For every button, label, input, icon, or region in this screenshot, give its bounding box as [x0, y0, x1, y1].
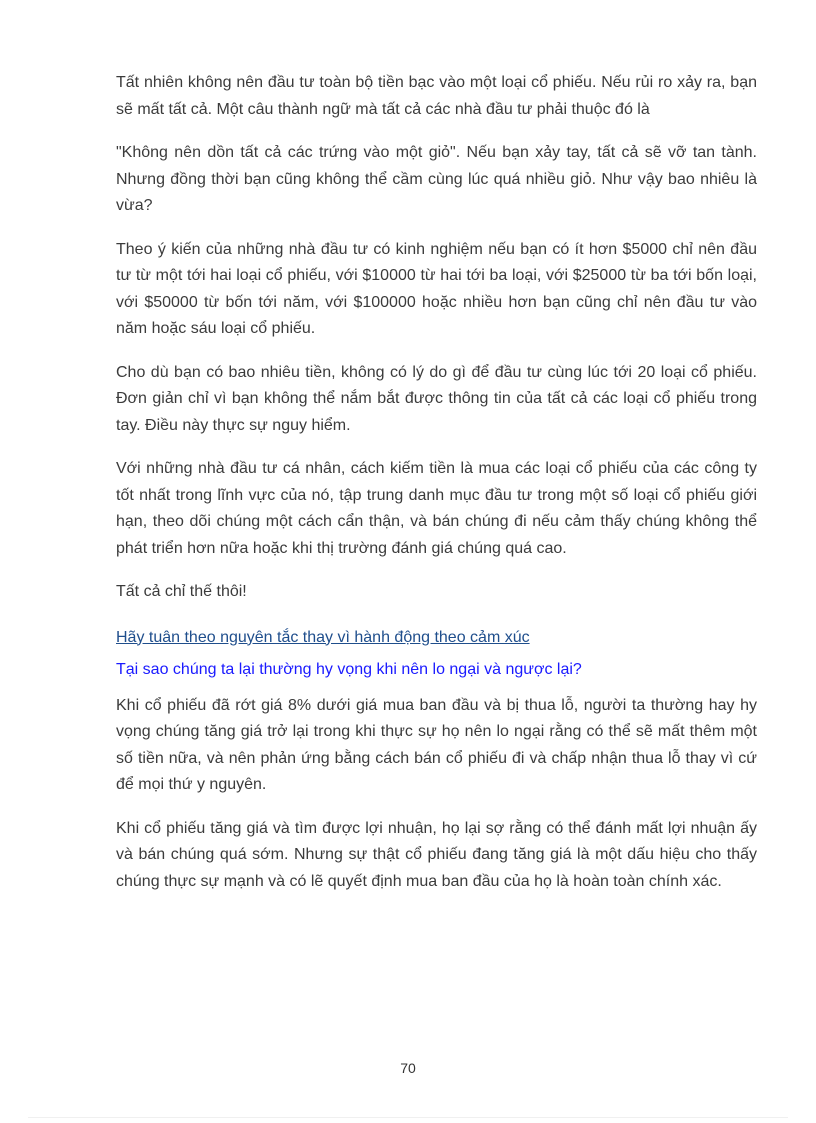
paragraph-3: Theo ý kiến của những nhà đầu tư có kinh nghiệm nếu bạn có ít hơn $5000 chỉ nên đầu tư từ một tới hai loại cổ phiếu, với $10000 từ hai tới ba loại, với $25000 từ ba tới bốn loại, với $50000 từ bốn tới năm, với $100000 hoặc nhiều hơn bạn cũng chỉ nên đầu tư vào năm hoặc sáu loại cổ phiếu. — [116, 240, 757, 337]
paragraph-5: Với những nhà đầu tư cá nhân, cách kiếm tiền là mua các loại cổ phiếu của các công ty tốt nhất trong lĩnh vực của nó, tập trung danh mục đầu tư trong một số loại cổ phiếu giới hạn, theo dõi chúng một cách cẩn thận, và bán chúng đi nếu cảm thấy chúng không thể phát triển hơn nữa hoặc khi thị trường đánh giá chúng quá cao. — [116, 460, 757, 557]
section-paragraph-1: Khi cổ phiếu đã rớt giá 8% dưới giá mua ban đầu và bị thua lỗ, người ta thường hay hy vọng chúng tăng giá trở lại trong khi thực sự họ nên lo ngại rằng có thể sẽ mất thêm một số tiền nữa, và nên phản ứng bằng cách bán cổ phiếu đi và chấp nhận thua lỗ thay vì cứ để mọi thứ y nguyên. — [116, 696, 757, 793]
paragraph-6: Tất cả chỉ thế thôi! — [116, 583, 247, 600]
section-paragraph-2: Khi cổ phiếu tăng giá và tìm được lợi nhuận, họ lại sợ rằng có thể đánh mất lợi nhuận ấy và bán chúng quá sớm. Nhưng sự thật cổ phiếu đang tăng giá là một dấu hiệu cho thấy chúng thực sự mạnh và có lẽ quyết định mua ban đầu của họ là hoàn toàn chính xác. — [116, 819, 757, 890]
section-link[interactable]: Hãy tuân theo nguyên tắc thay vì hành động theo cảm xúc — [116, 628, 530, 646]
page-body — [116, 70, 757, 912]
paragraph-4: Cho dù bạn có bao nhiêu tiền, không có lý do gì để đầu tư cùng lúc tới 20 loại cổ phiếu. Đơn giản chỉ vì bạn không thể nắm bắt được thông tin của tất cả các loại cổ phiếu trong tay. Điều này thực sự nguy hiểm. — [116, 363, 757, 434]
page-number: 70 — [400, 1060, 416, 1076]
paragraph-2: "Không nên dồn tất cả các trứng vào một giỏ". Nếu bạn xảy tay, tất cả sẽ vỡ tan tành. Nhưng đồng thời bạn cũng không thể cầm cùng lúc quá nhiều giỏ. Như vậy bao nhiêu là vừa? — [116, 144, 757, 214]
paragraph-1: Tất nhiên không nên đầu tư toàn bộ tiền bạc vào một loại cổ phiếu. Nếu rủi ro xảy ra, bạn sẽ mất tất cả. Một câu thành ngữ mà tất cả các nhà đầu tư phải thuộc đó là — [116, 74, 757, 118]
sub-heading: Tại sao chúng ta lại thường hy vọng khi nên lo ngại và ngược lại? — [116, 660, 582, 678]
bottom-divider — [28, 1117, 788, 1118]
